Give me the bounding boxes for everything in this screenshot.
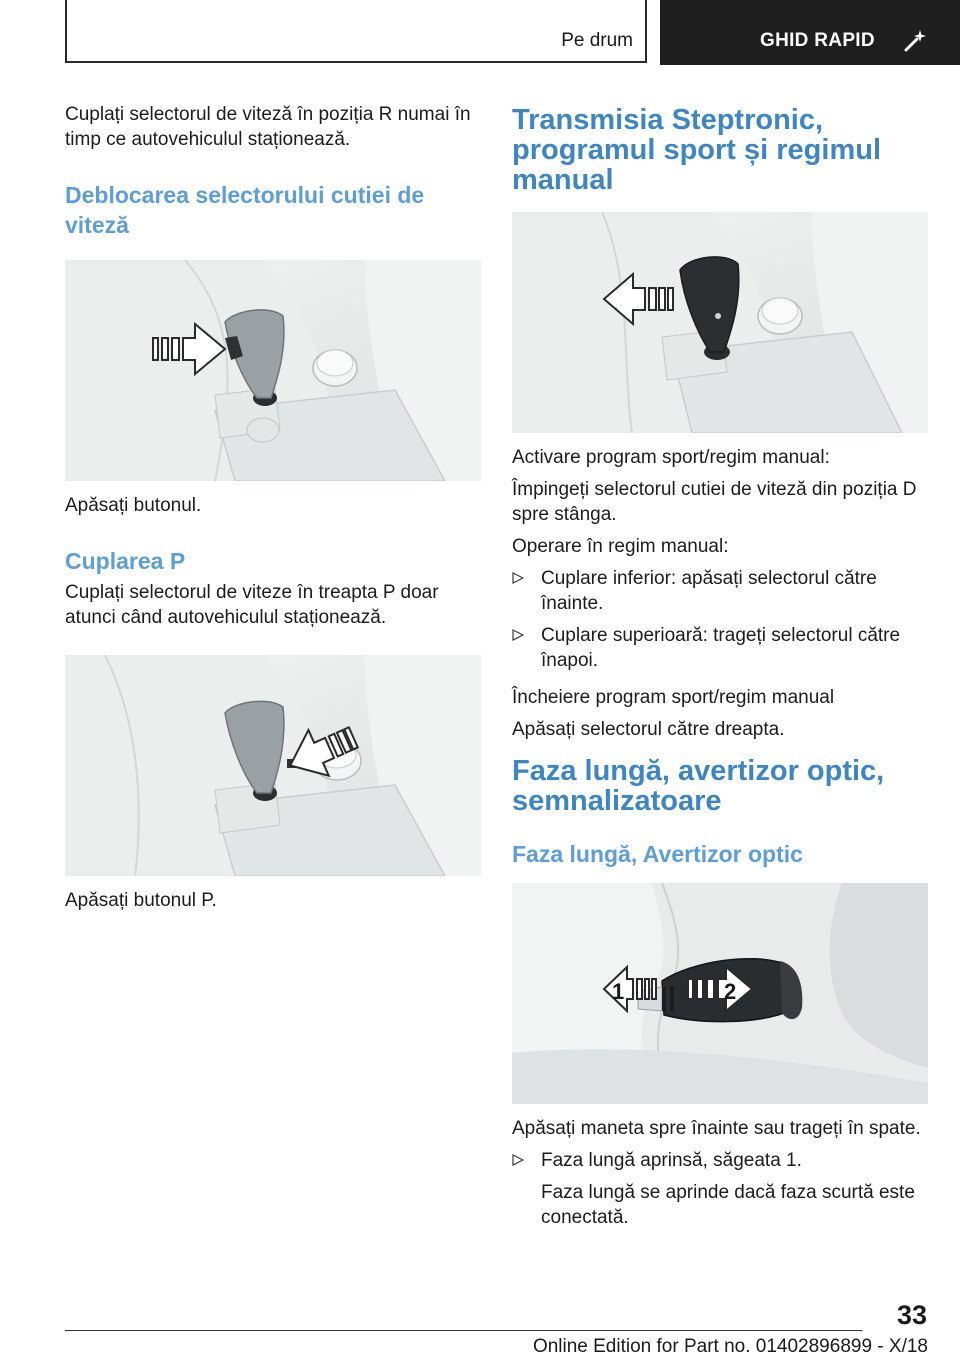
magic-wand-icon (903, 27, 929, 53)
caption-unlock: Apăsați butonul. (65, 495, 202, 516)
list-item (512, 1148, 932, 1173)
activate-text: Împingeți selectorul cutiei de viteză din poziția D spre stânga. (512, 479, 917, 525)
tab-ghid-rapid[interactable] (660, 0, 960, 65)
list-item (512, 623, 932, 673)
caption-park: Apăsați butonul P. (65, 890, 217, 911)
tab-pe-drum[interactable] (65, 0, 647, 63)
lever-bullet-1: Faza lungă aprinsă, săgeata 1. (541, 1150, 802, 1171)
triangle-bullet-icon (512, 629, 524, 641)
lever-bullet-list (512, 1148, 932, 1173)
lever-bullet-detail: Faza lungă se aprinde dacă faza scurtă este conectată. (541, 1182, 915, 1228)
figure-label-1: 1 (612, 979, 625, 1004)
end-label: Încheiere program sport/regim manual (512, 687, 835, 708)
tab-ghid-rapid-label: GHID RAPID (760, 30, 875, 51)
triangle-bullet-icon (512, 572, 524, 584)
text-park: Cuplați selectorul de viteze în treapta P doar atunci când autovehiculul staționează. (65, 582, 439, 628)
page-header (0, 0, 960, 66)
lever-text: Apăsați maneta spre înainte sau trageți în spate. (512, 1118, 921, 1139)
end-text: Apăsați selectorul către dreapta. (512, 719, 785, 740)
manual-bullet-list (512, 566, 932, 673)
heading-unlock-selector: Deblocarea selectorului cutiei de viteză (65, 182, 425, 238)
heading-steptronic: Transmisia Steptronic, programul sport și regimul manual (512, 104, 881, 196)
figure-high-beam (512, 883, 928, 1104)
left-column (65, 100, 483, 913)
figure-unlock-selector (65, 260, 481, 481)
figure-steptronic (512, 212, 928, 433)
subheading-high-beam: Faza lungă, Avertizor optic (512, 841, 803, 867)
figure-label-2: 2 (724, 979, 737, 1004)
activate-label: Activare program sport/regim manual: (512, 447, 830, 468)
manual-label: Operare în regim manual: (512, 536, 729, 557)
manual-bullet-2: Cuplare superioară: trageți selectorul către înapoi. (541, 625, 901, 671)
tab-pe-drum-label: Pe drum (561, 30, 633, 51)
footer-divider (65, 1330, 862, 1331)
manual-bullet-1: Cuplare inferior: apăsați selectorul către înainte. (541, 568, 877, 614)
heading-park: Cuplarea P (65, 548, 186, 574)
turn-signal-lever-illustration (512, 883, 928, 1104)
park-button-illustration (65, 655, 481, 876)
gear-selector-illustration (65, 260, 481, 481)
page-number: 33 (896, 1300, 927, 1330)
triangle-bullet-icon (512, 1154, 524, 1166)
right-column (512, 100, 932, 1230)
intro-text: Cuplați selectorul de viteză în poziția R numai în timp ce autovehiculul staționează. (65, 104, 471, 150)
footer-edition: Online Edition for Part no. 01402896899 - X/18 (532, 1336, 928, 1357)
heading-lights: Faza lungă, avertizor optic, semnalizatoare (512, 755, 885, 817)
figure-park-button (65, 655, 481, 876)
list-item (512, 566, 932, 616)
steptronic-illustration (512, 212, 928, 433)
